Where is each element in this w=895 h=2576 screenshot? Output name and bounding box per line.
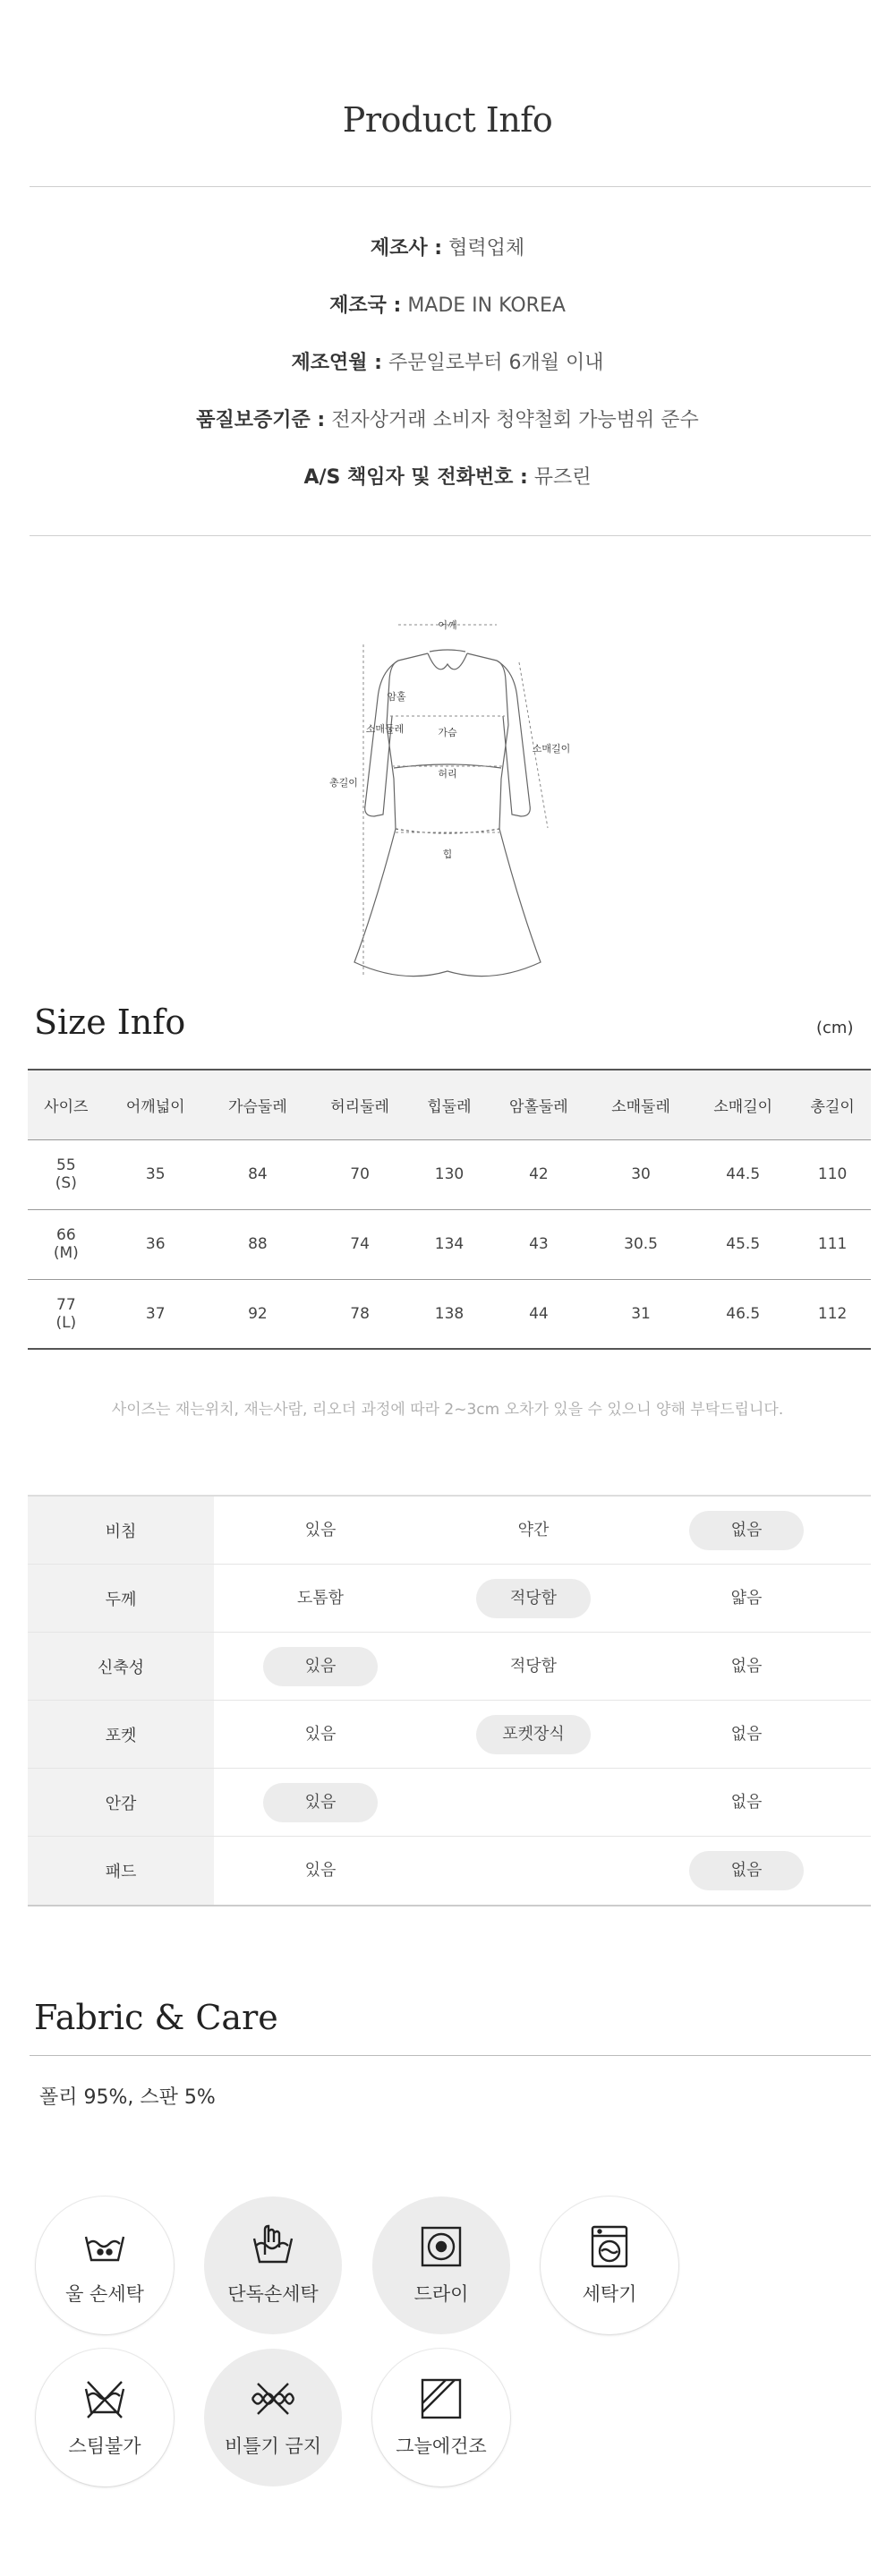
info-row-country [0, 290, 895, 318]
attribute-row [28, 1837, 871, 1905]
attribute-label: 안감 [28, 1769, 214, 1836]
attribute-option-cell [640, 1565, 853, 1632]
attribute-option: 있음 [304, 1520, 337, 1540]
size-table [28, 1069, 871, 1350]
attribute-option-cell [214, 1565, 427, 1632]
separate-hand-wash-icon [251, 2224, 295, 2269]
attribute-option [476, 1783, 591, 1822]
attribute-table [28, 1495, 871, 1906]
attribute-row [28, 1497, 871, 1565]
shade-dry-icon [419, 2376, 464, 2421]
table-cell: 44.5 [692, 1139, 794, 1209]
attribute-option-cell [214, 1633, 427, 1700]
attribute-option-selected: 있음 [263, 1647, 378, 1686]
attribute-option-cell [640, 1633, 853, 1700]
attribute-option-cell [427, 1769, 640, 1836]
diagram-label-chest: 가슴 [438, 727, 457, 738]
attribute-option-cell [427, 1497, 640, 1564]
size-table-header [28, 1070, 871, 1139]
size-table-header-cell: 소매길이 [692, 1070, 794, 1139]
size-table-header-cell: 암홀둘레 [488, 1070, 590, 1139]
attribute-option-cell [214, 1769, 427, 1836]
table-cell: 138 [411, 1279, 488, 1349]
attribute-label: 포켓 [28, 1701, 214, 1768]
attribute-option: 도톰함 [296, 1588, 345, 1608]
attribute-option-cell [427, 1633, 640, 1700]
care-label: 스팀불가 [68, 2435, 141, 2457]
attribute-option-selected: 적당함 [476, 1579, 591, 1618]
table-cell: 78 [309, 1279, 411, 1349]
care-label: 세탁기 [582, 2283, 637, 2305]
attribute-label: 두께 [28, 1565, 214, 1632]
info-value: 전자상거래 소비자 청약철회 가능범위 준수 [331, 409, 699, 431]
table-row [28, 1209, 871, 1279]
attribute-option-cell [427, 1565, 640, 1632]
attribute-row [28, 1565, 871, 1633]
attribute-option-cell [427, 1837, 640, 1905]
care-label: 비틀기 금지 [224, 2435, 322, 2457]
table-cell: 134 [411, 1209, 488, 1279]
size-table-header-cell: 총길이 [794, 1070, 871, 1139]
size-table-header-cell: 소매둘레 [590, 1070, 692, 1139]
table-cell: 130 [411, 1139, 488, 1209]
info-label: A/S 책임자 및 전화번호 : [303, 466, 528, 489]
size-table-header-cell: 사이즈 [28, 1070, 105, 1139]
size-cell [28, 1139, 105, 1209]
attribute-option: 없음 [730, 1656, 763, 1676]
table-cell: 92 [207, 1279, 309, 1349]
attribute-option: 없음 [730, 1792, 763, 1812]
attribute-option-cell [640, 1837, 853, 1905]
info-row-as [0, 462, 895, 490]
fabric-care-title: Fabric & Care [34, 1998, 278, 2037]
diagram-label-hip: 힙 [442, 849, 453, 860]
size-table-header-cell: 어깨넓이 [105, 1070, 207, 1139]
attribute-option: 없음 [730, 1724, 763, 1744]
attribute-option-selected: 없음 [689, 1511, 804, 1550]
attribute-option-selected: 있음 [263, 1783, 378, 1822]
attribute-option-cell [640, 1701, 853, 1768]
attribute-option-cell [640, 1769, 853, 1836]
care-label: 울 손세탁 [65, 2283, 144, 2305]
fabric-composition: 폴리 95%, 스판 5% [39, 2086, 216, 2109]
info-row-manufacturer [0, 233, 895, 260]
attribute-option: 약간 [517, 1520, 550, 1540]
table-cell: 43 [488, 1209, 590, 1279]
size-info-title: Size Info [34, 1002, 186, 1042]
care-label: 그늘에건조 [396, 2435, 487, 2457]
diagram-label-waist: 허리 [438, 768, 457, 780]
table-cell: 88 [207, 1209, 309, 1279]
care-item [541, 2196, 678, 2334]
attribute-option: 있음 [304, 1861, 337, 1880]
attribute-option: 적당함 [509, 1656, 558, 1676]
care-label: 드라이 [413, 2283, 469, 2305]
size-number: 77 [56, 1295, 76, 1314]
size-table-header-cell: 가슴둘레 [207, 1070, 309, 1139]
table-cell: 37 [105, 1279, 207, 1349]
attribute-row [28, 1701, 871, 1769]
washing-machine-icon [587, 2224, 632, 2269]
info-value: 뮤즈린 [533, 466, 592, 489]
info-row-warranty [0, 405, 895, 432]
size-cell [28, 1209, 105, 1279]
info-label: 제조국 : [329, 294, 402, 317]
table-cell: 30.5 [590, 1209, 692, 1279]
attribute-option-selected: 포켓장식 [476, 1715, 591, 1754]
info-value: MADE IN KOREA [407, 294, 566, 317]
table-cell: 30 [590, 1139, 692, 1209]
table-row [28, 1139, 871, 1209]
care-item [372, 2349, 510, 2486]
info-label: 품질보증기준 : [196, 409, 326, 431]
diagram-label-armhole: 암홀 [387, 691, 406, 703]
table-cell: 36 [105, 1209, 207, 1279]
product-info-title: Product Info [342, 100, 553, 140]
care-item [204, 2349, 342, 2486]
table-row [28, 1279, 871, 1349]
care-label: 단독손세탁 [227, 2283, 319, 2305]
size-code: (S) [55, 1174, 77, 1192]
table-cell: 110 [794, 1139, 871, 1209]
info-label: 제조연월 : [291, 352, 382, 374]
care-item [372, 2196, 510, 2334]
attribute-option-cell [214, 1701, 427, 1768]
table-cell: 74 [309, 1209, 411, 1279]
attribute-label: 패드 [28, 1837, 214, 1905]
size-cell [28, 1279, 105, 1349]
attribute-option-cell [214, 1497, 427, 1564]
attribute-label: 비침 [28, 1497, 214, 1564]
attribute-label: 신축성 [28, 1633, 214, 1700]
table-cell: 84 [207, 1139, 309, 1209]
table-cell: 46.5 [692, 1279, 794, 1349]
table-cell: 111 [794, 1209, 871, 1279]
attribute-option-cell [214, 1837, 427, 1905]
attribute-option-selected: 없음 [689, 1851, 804, 1890]
size-number: 55 [56, 1156, 76, 1174]
size-code: (M) [53, 1244, 79, 1262]
table-cell: 70 [309, 1139, 411, 1209]
size-code: (L) [55, 1313, 77, 1332]
dry-clean-icon [419, 2224, 464, 2269]
dress-measurement-diagram [304, 609, 591, 985]
no-steam-icon [82, 2376, 127, 2421]
attribute-row [28, 1633, 871, 1701]
attribute-row [28, 1769, 871, 1837]
divider [30, 186, 871, 187]
attribute-option-cell [427, 1701, 640, 1768]
attribute-option: 얇음 [730, 1588, 763, 1608]
table-cell: 31 [590, 1279, 692, 1349]
diagram-label-sleeve-length: 소매길이 [532, 743, 571, 755]
info-value: 협력업체 [448, 237, 525, 260]
attribute-option: 있음 [304, 1724, 337, 1744]
care-item [36, 2196, 174, 2334]
diagram-label-sleeve-width: 소매둘레 [365, 723, 405, 735]
table-cell: 112 [794, 1279, 871, 1349]
diagram-label-shoulder: 어깨 [438, 619, 457, 631]
size-unit: (cm) [816, 1019, 854, 1037]
hand-wash-icon [82, 2224, 127, 2269]
info-value: 주문일로부터 6개월 이내 [388, 352, 604, 374]
size-number: 66 [56, 1226, 76, 1244]
size-note: 사이즈는 재는위치, 재는사람, 리오더 과정에 따라 2~3cm 오차가 있을 수 있으니 양해 부탁드립니다. [111, 1401, 784, 1419]
care-item [36, 2349, 174, 2486]
table-cell: 42 [488, 1139, 590, 1209]
size-table-header-cell: 힙둘레 [411, 1070, 488, 1139]
no-wring-icon [251, 2376, 295, 2421]
size-table-header-cell: 허리둘레 [309, 1070, 411, 1139]
table-cell: 45.5 [692, 1209, 794, 1279]
care-item [204, 2196, 342, 2334]
info-label: 제조사 : [370, 237, 443, 260]
table-cell: 35 [105, 1139, 207, 1209]
attribute-option [476, 1851, 591, 1890]
table-cell: 44 [488, 1279, 590, 1349]
diagram-label-total-length: 총길이 [329, 777, 358, 789]
divider [30, 2055, 871, 2056]
info-row-date [0, 347, 895, 375]
divider [30, 535, 871, 536]
attribute-option-cell [640, 1497, 853, 1564]
